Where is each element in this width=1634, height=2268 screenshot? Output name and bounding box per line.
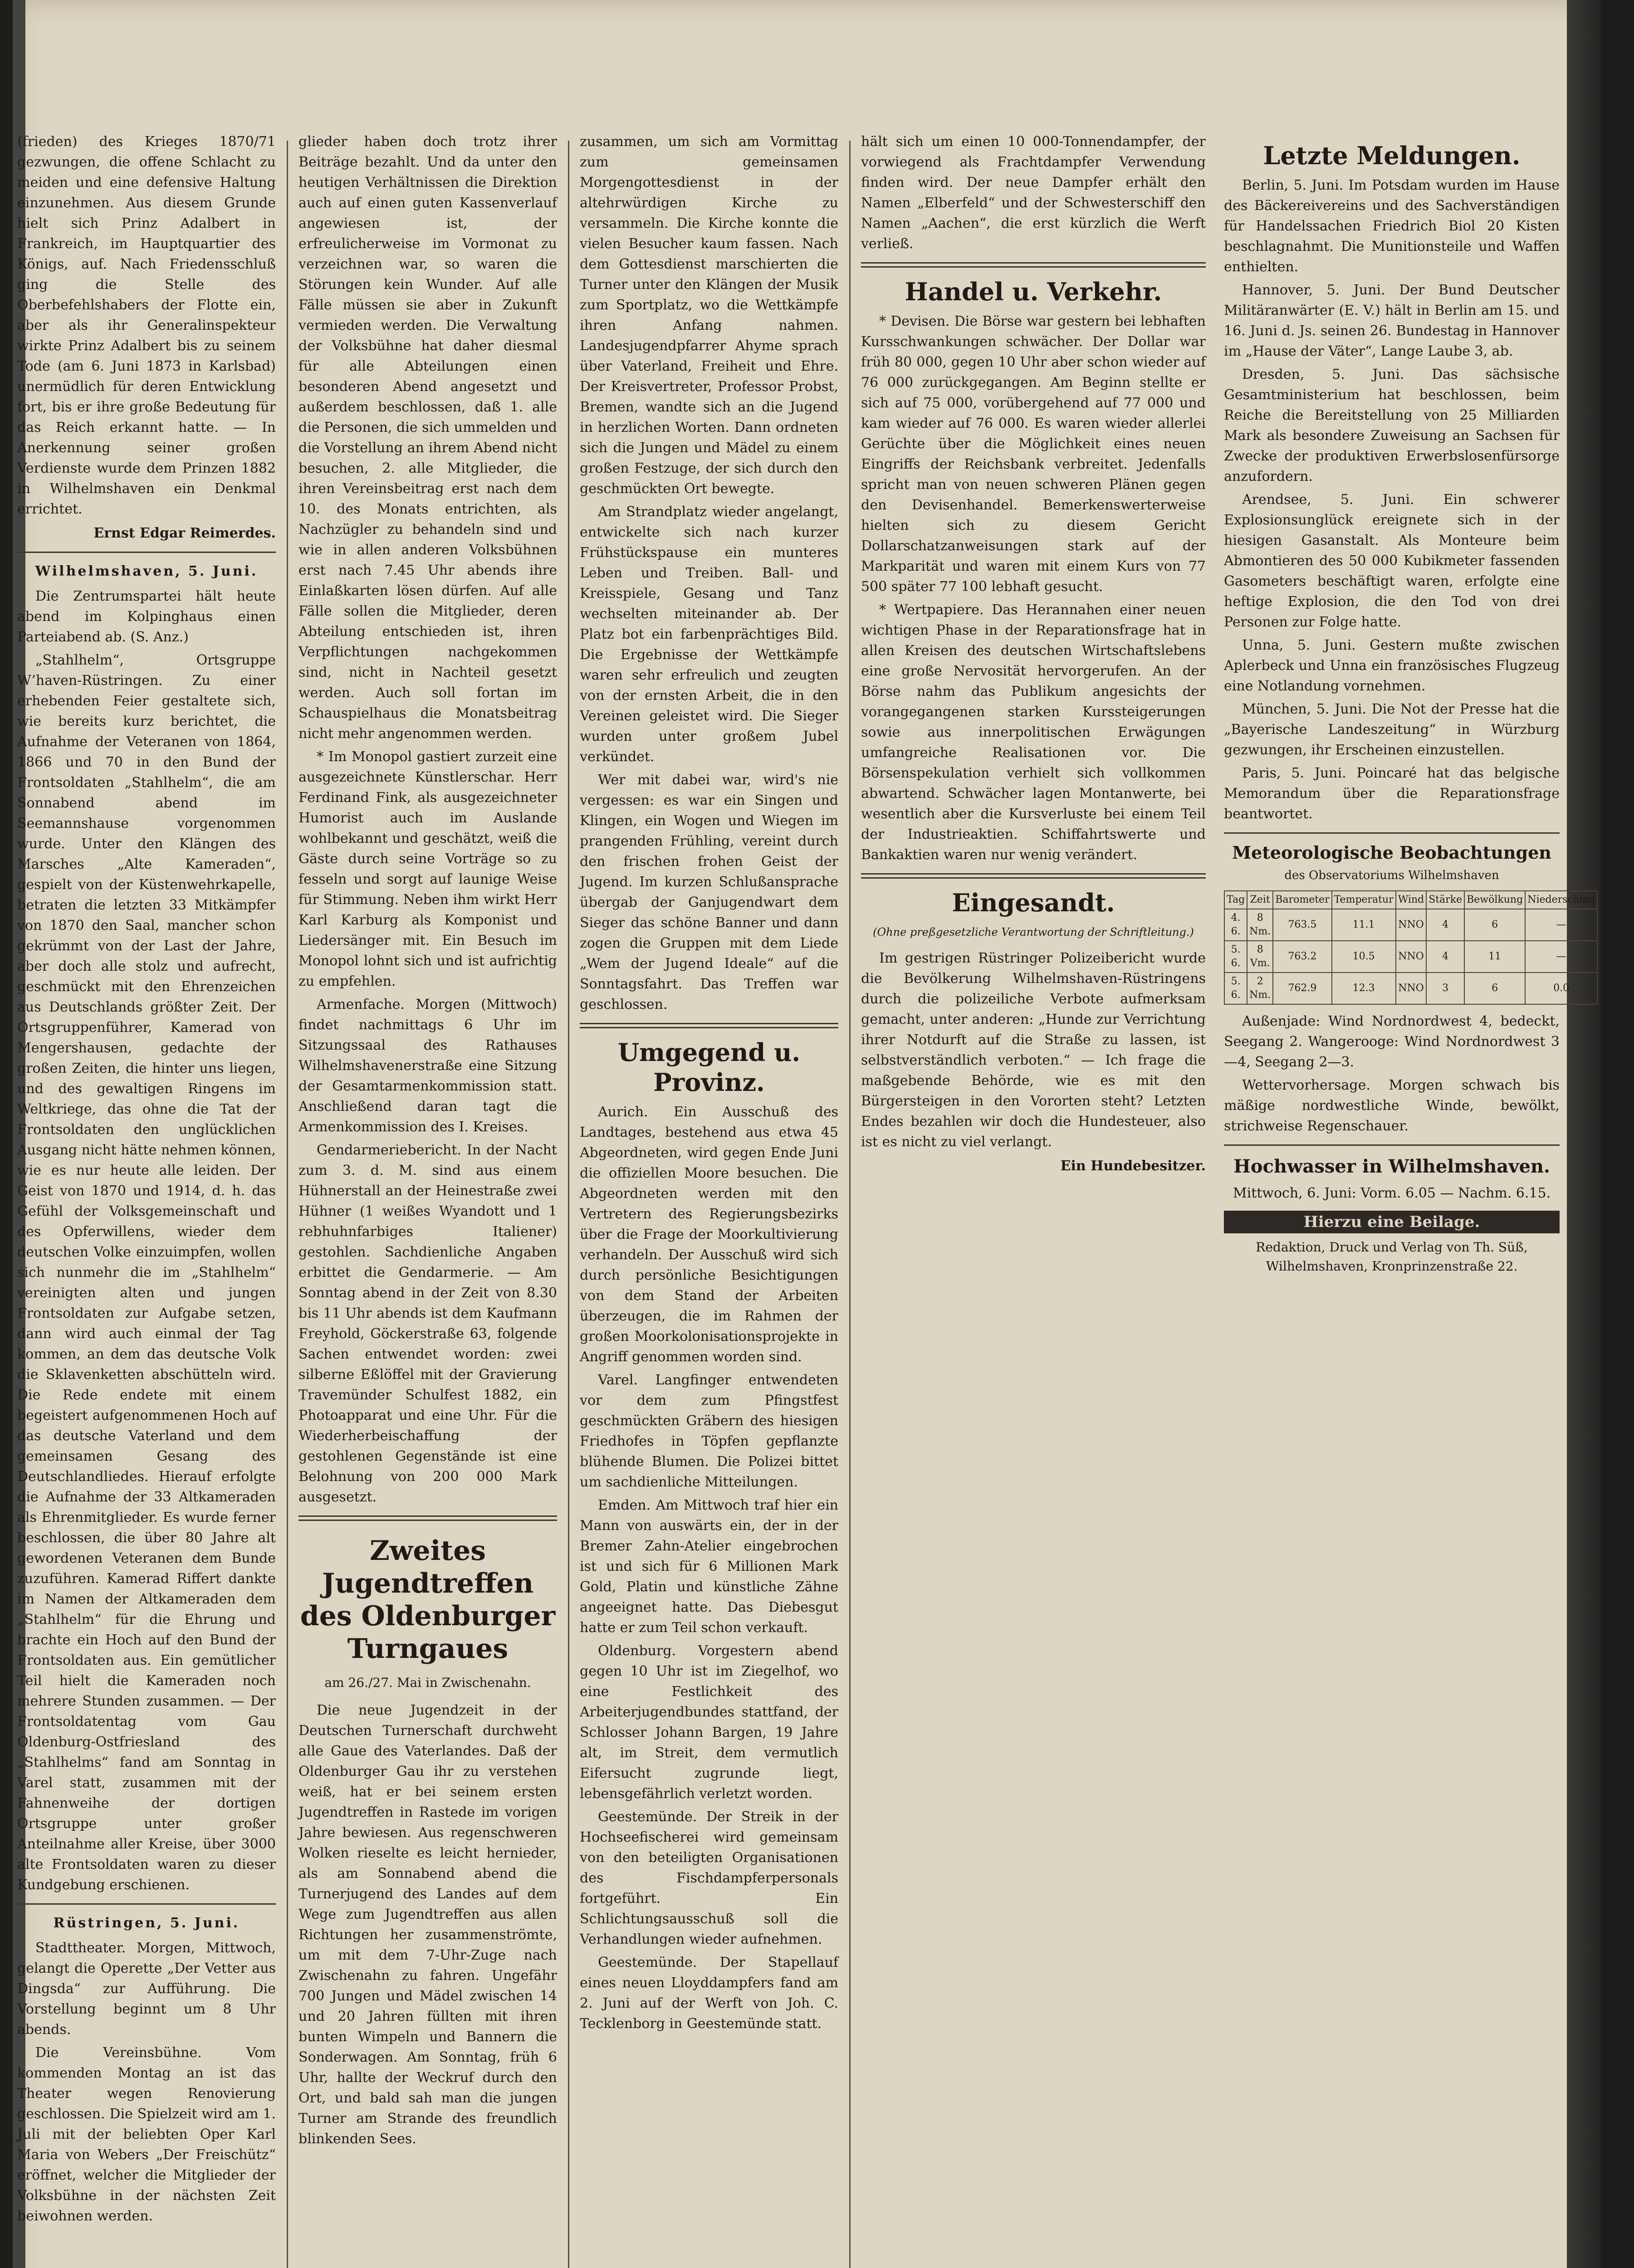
news-gendarmerie: Gendarmeriebericht. In der Nacht zum 3. d. M. sind aus einem Hühnerstall an der Heinestraße zwei Hühner (1 weißes Wyandott und 1 rebhuhnfarbiges Italiener) gestohlen. Sachdienliche Angaben erbittet die Gendarmerie. — Am Sonntag abend in der Zeit von 8.30 bis 11 Uhr abends ist dem Kaufmann Freyhold, Göckerstraße 63, folgende Sachen entwendet worden: zwei silberne Eßlöffel mit der Gravierung Travemünder Schulfest 1882, ein Photoapparat und eine Uhr. Für die Wiederherbeischaffung der gestohlenen Gegenstände ist eine Belohnung von 200 000 Mark ausgesetzt. — [298, 1142, 557, 1505]
news-berlin: Berlin, 5. Juni. Im Potsdam wurden im Hause des Bäckereivereins und des Sachverständigen für Handelssachen Friedrich Biol 20 Kisten beschlagnahmt. Die Munitionsteile und Waffen enthielten. — [1224, 177, 1560, 275]
news-volksbuehne-cont: glieder haben doch trotz ihrer Beiträge bezahlt. Und da unter den heutigen Verhältnissen die Direktion auch auf einen guten Kassenverlauf angewiesen ist, der erfreulicherweise im Vormonat zu verzeichnen war, so waren die Störungen kein Wunder. Auf alle Fälle müssen sie aber in Zukunft vermieden werden. Die Verwaltung der Volksbühne hat daher diesmal für alle Abteilungen einen besonderen Abend angesetzt und außerdem beschlossen, daß 1. alle die Personen, die sich ummelden und die Vorstellung an ihrem Abend nicht besuchen, 2. alle Mitglieder, die ihren Vereinsbeitrag erst nach dem 10. des Monats entrichten, als Nachzügler zu behandeln sind und wie in allen anderen Volksbühnen erst nach 7.45 Uhr abends ihre Einlaßkarten lösen dürfen. Auf alle Fälle sollen die Mitglieder, deren Abteilung entschieden ist, ihren Verpflichtungen nachgekommen sind, nicht in Nachteil gesetzt werden. Auch soll fortan im Schauspielhaus die Monatsbeitrag nicht mehr angenommen werden. — [298, 134, 557, 742]
letter-hunde: Im gestrigen Rüstringer Polizeibericht wurde die Bevölkerung Wilhelmshaven-Rüstringens durch die polizeiliche Verbote aufmerksam gemacht, unter anderen: „Hunde zur Verrichtung ihrer Notdurft auf die Straße zu lassen, ist selbstverständlich verboten.“ — Ich frage die maßgebende Behörde, wie es mit den Bürgersteigen in den Vororten steht? Letzten Endes bezahlen wir doch die Hundesteuer, also ist es nicht zu viel verlangt. — [861, 950, 1206, 1150]
subheadline-jugendtreffen: am 26./27. Mai in Zwischenahn. — [324, 1675, 531, 1690]
weather-row — [1224, 941, 1597, 973]
divider — [580, 1023, 838, 1028]
article-prinz-adalbert-end: (frieden) des Krieges 1870/71 gezwungen, die offene Schlacht zu meiden und eine defensive Haltung einzunehmen. Aus diesem Grunde hielt sich Prinz Adalbert in Frankreich, im Hauptquartier des Königs, auf. Nach Friedensschluß ging die Stelle des Oberbefehlshabers der Flotte ein, aber als ihr Generalinspekteur wirkte Prinz Adalbert bis zu seinem Tode (am 6. Juni 1873 in Karlsbad) unermüdlich für deren Entwicklung fort, bis er ihre große Bedeutung für das Reich erkannt hatte. — In Anerkennung seiner großen Verdienste wurde dem Prinzen 1882 in Wilhelmshaven ein Denkmal errichtet. — [17, 134, 276, 517]
weather-row — [1224, 909, 1597, 941]
news-zentrumspartei: Die Zentrumspartei hält heute abend im Kolpinghaus einen Parteiabend ab. (S. Anz.) — [17, 588, 276, 645]
divider — [17, 1903, 276, 1905]
headline-eingesandt: Eingesandt. — [952, 888, 1115, 917]
author-signature: Ernst Edgar Reimerdes. — [93, 525, 276, 541]
divider — [298, 1515, 557, 1521]
weather-header-cell: Bewölkung — [1464, 891, 1525, 909]
column-4-right-half — [1224, 132, 1595, 1276]
weather-table-body — [1224, 909, 1597, 1004]
news-dampfer: hält sich um einen 10 000-Tonnendampfer, der vorwiegend als Frachtdampfer Verwendung finden wird. Der neue Dampfer erhält den Namen „Elberfeld“ und der Schwesterschiff den Namen „Aachen“, die erst kürzlich die Werft verließ. — [861, 134, 1206, 252]
news-monopol: * Im Monopol gastiert zurzeit eine ausgezeichnete Künstlerschar. Herr Ferdinand Fink, als ausgezeichneter Humorist auch im Auslande wohlbekannt und geschätzt, weiß die Gäste durch seine Vorträge so zu fesseln und sorgt auf launige Weise für Stimmung. Neben ihm wirkt Herr Karl Karburg als Komponist und Liedersänger mit. Ein Besuch im Monopol lohnt sich und ist aufrichtig zu empfehlen. — [298, 749, 557, 989]
column-3 — [580, 132, 838, 2268]
letter-signature: Ein Hundebesitzer. — [1060, 1158, 1206, 1174]
news-stahlhelm: „Stahlhelm“, Ortsgruppe W’haven-Rüstringen. Zu einer erhebenden Feier gestaltete sich, wie bereits kurz berichtet, die Aufnahme der Veteranen von 1864, 1866 und 70 in den Bund der Frontsoldaten „Stahlhelm“, die am Sonnabend abend im Seemannshause vorgenommen wurde. Unter den Klängen des Marsches „Alte Kameraden“, gespielt von der Küstenwehrkapelle, betraten die letzten 33 Mitkämpfer von 1870 den Saal, mancher schon gekrümmt von der Last der Jahre, aber doch alle stolz und aufrecht, geschmückt mit den Ehrenzeichen aus Deutschlands größter Zeit. Der Ortsgruppenführer, Kamerad von Mengershausen, gedachte der großen Zeiten, die hinter uns liegen, und des gewaltigen Ringens im Weltkriege, das ohne die Tat der Frontsoldaten den unglücklichen Ausgang nicht hätte nehmen können, wie es nur heute alle leiden. Der Geist von 1870 und 1914, d. h. das Gefühl der Volksgemeinschaft und des Opferwillens, wieder dem deutschen Volke einzuimpfen, wollen sich nunmehr die im „Stahlhelm“ vereinigten alten und jungen Frontsoldaten zur Aufgabe setzen, dann wird auch einmal der Tag kommen, an dem das deutsche Volk die Sklavenketten abschütteln wird. Die Rede endete mit einem begeistert aufgenommenen Hoch auf das deutsche Vaterland und dem gemeinsamen Gesang des Deutschlandliedes. Hierauf erfolgte die Aufnahme der 33 Altkameraden als Ehrenmitglieder. Es wurde ferner beschlossen, die über 80 Jahre alt gewordenen Veteranen dem Bunde zuzuführen. Kamerad Riffert dankte im Namen der Altkameraden dem „Stahlhelm“ für die Ehrung und brachte ein Hoch auf den Bund der Frontsoldaten aus. Ein gemütlicher Teil hielt die Kameraden noch mehrere Stunden zusammen. — Der Frontsoldatentag vom Gau Oldenburg-Ostfriesland des „Stahlhelms“ fand am Sonntag in Varel statt, zusammen mit der Fahnenweihe der dortigen Ortsgruppe unter großer Anteilnahme aller Kreise, über 3000 alte Frontsoldaten waren zu dieser Kundgebung erschienen. — [17, 652, 276, 1893]
weather-cell: 4 — [1426, 941, 1464, 973]
news-wertpapiere: * Wertpapiere. Das Herannahen einer neuen wichtigen Phase in der Reparationsfrage hat in allen Kreisen des deutschen Wirtschaftslebens eine große Nervosität hervorgerufen. An der Börse nahm das Publikum angesichts der vorangegangenen starken Kurssteigerungen sowie aus innerpolitischen Erwägungen umfangreiche Realisationen vor. Die Börsenspekulation verhielt sich vollkommen abwartend. Schwächer lagen Montanwerte, bei wesentlich aber die Kursverluste bei einem Teil der Industrieaktien. Schiffahrtswerte und Bankaktien waren nur wenig verändert. — [861, 602, 1206, 863]
news-paris: Paris, 5. Juni. Poincaré hat das belgische Memorandum über die Reparationsfrage beantwortet. — [1224, 765, 1560, 822]
news-arendsee: Arendsee, 5. Juni. Ein schwerer Explosionsunglück ereignete sich in der hiesigen Gasanstalt. Als Monteure beim Abmontieren des 50 000 Kubikmeter fassenden Gasometers beschäftigt waren, erfolgte eine heftige Explosion, die den Tod von drei Personen zur Folge hatte. — [1224, 492, 1560, 630]
divider — [1224, 832, 1560, 834]
news-armensache: Armenfache. Morgen (Mittwoch) findet nachmittags 6 Uhr im Sitzungssaal des Rathauses Wilhelmshavenerstraße eine Sitzung der Gesamtarmenkommission statt. Anschließend daran tagt die Armenkommission des I. Kreises. — [298, 997, 557, 1135]
column-rule — [849, 141, 851, 2268]
news-hannover: Hannover, 5. Juni. Der Bund Deutscher Militäranwärter (E. V.) hält in Berlin am 15. und 16. Juni d. Js. seinen 26. Bundestag in Hannover im „Hause der Väter“, Lange Laube 3, ab. — [1224, 282, 1560, 359]
weather-cell: 763.5 — [1273, 909, 1331, 941]
weather-cell: 10.5 — [1332, 941, 1396, 973]
news-muenchen: München, 5. Juni. Die Not der Presse hat die „Bayerische Landeszeitung“ in Würzburg gezwungen, ihr Erscheinen einzustellen. — [1224, 701, 1560, 758]
article-jugendtreffen-cont2: Am Strandplatz wieder angelangt, entwickelte sich nach kurzer Frühstückspause ein munteres Leben und Treiben. Ball- und Kreisspiele, Gesang und Tanz wechselten miteinander ab. Der Platz bot ein farbenprächtiges Bild. Die Ergebnisse der Wettkämpfe waren sehr erfreulich und zeugten von der ernsten Arbeit, die in den Vereinen geleistet wird. Die Sieger wurden unter großem Jubel verkündet. — [580, 504, 838, 765]
newspaper-page — [13, 0, 1600, 2268]
imprint: Redaktion, Druck und Verlag von Th. Süß, Wilhelmshaven, Kronprinzenstraße 22. — [1256, 1240, 1528, 1274]
news-devisen: * Devisen. Die Börse war gestern bei lebhaften Kursschwankungen schwächer. Der Dollar war früh 80 000, gegen 10 Uhr aber schon wieder auf 76 000 zurückgegangen. Am Beginn stellte er sich auf 75 000, vorübergehend auf 77 000 und kam wieder auf 76 000. Es waren wieder allerlei Gerüchte über die Möglichkeit eines neuen Eingriffs der Reichsbank verbreitet. Jedenfalls spricht man von neuen schweren Plänen gegen den Devisenhandel. Bemerkenswerterweise hielten sich zu diesem Gericht Dollarschatzanweisungen stark auf der Markparität und waren mit einem Kurs von 77 500 später 77 100 lebhaft gesucht. — [861, 313, 1206, 595]
weather-header-cell: Barometer — [1273, 891, 1331, 909]
news-geestemuende-stapellauf: Geestemünde. Der Stapellauf eines neuen Lloyddampfers fand am 2. Juni auf der Werft von Joh. C. Tecklenborg in Geestemünde statt. — [580, 1955, 838, 2032]
news-aurich: Aurich. Ein Ausschuß des Landtages, bestehend aus etwa 45 Abgeordneten, wird gegen Ende Juni die offiziellen Moore besuchen. Die Abgeordneten werden mit den Vertretern des Regierungsbezirks über die Frage der Moorkultivierung verhandeln. Der Ausschuß wird sich durch persönliche Besichtigungen von dem Stand der Arbeiten überzeugen, die im Rahmen der großen Moorkolonisationsprojekte in Angriff genommen worden sind. — [580, 1104, 838, 1365]
news-oldenburg: Oldenburg. Vorgestern abend gegen 10 Uhr ist im Ziegelhof, wo eine Festlichkeit des Arbeiterjugendbundes stattfand, der Schlosser Johann Bargen, 19 Jahre alt, im Streit, dem vermutlich Eifersucht zugrunde liegt, lebensgefährlich verletzt worden. — [580, 1643, 838, 1802]
weather-cell: — — [1525, 909, 1597, 941]
news-dresden: Dresden, 5. Juni. Das sächsische Gesamtministerium hat beschlossen, beim Reiche die Bereitstellung von 25 Milliarden Mark als besondere Zuweisung an Sachsen für Zwecke der produktiven Erwerbslosenfürsorge anzufordern. — [1224, 367, 1560, 484]
article-jugendtreffen: Die neue Jugendzeit in der Deutschen Turnerschaft durchweht alle Gaue des Vaterlandes. Daß der Oldenburger Gau ihr zu verstehen weiß, hat er bei seinem ersten Jugendtreffen in Rastede im vorigen Jahre bewiesen. Aus regenschweren Wolken rieselte es leicht hernieder, als am Sonnabend abend die Turnerjugend des Landes auf dem Wege zum Jugendtreffen aus allen Richtungen her zusammenströmte, um mit dem 7-Uhr-Zuge nach Zwischenahn zu fahren. Ungefähr 700 Jungen und Mädel zwischen 14 und 20 Jahren füllten mit ihren bunten Wimpeln und Bannern die Sonderwagen. Am Sonntag, früh 6 Uhr, hallte der Weckruf durch den Ort, und bald sah man die jungen Turner am Strande des freundlich blinkenden Sees. — [298, 1702, 557, 2147]
weather-cell: NNO — [1396, 909, 1427, 941]
weather-cell: 8 Nm. — [1247, 909, 1273, 941]
weather-cell: 5. 6. — [1224, 973, 1247, 1004]
dateline-wilhelmshaven: Wilhelmshaven, 5. Juni. — [35, 563, 258, 579]
weather-header-cell: Wind — [1396, 891, 1427, 909]
news-emden: Emden. Am Mittwoch traf hier ein Mann von auswärts ein, der in der Bremer Zahn-Atelier eingebrochen ist und sich für 6 Millionen Mark Gold, Platin und künstliche Zähne angeeignet hatte. Das Diebesgut hatte er zum Teil schon verkauft. — [580, 1497, 838, 1636]
weather-cell: 11 — [1464, 941, 1525, 973]
news-unna: Unna, 5. Juni. Gestern mußte zwischen Aplerbeck und Unna ein französisches Flugzeug eine Notlandung vornehmen. — [1224, 637, 1560, 694]
weather-title: Meteorologische Beobachtungen — [1232, 842, 1551, 863]
weather-cell: 2 Nm. — [1247, 973, 1273, 1004]
column-2 — [298, 132, 557, 2268]
column-4-left-half — [861, 132, 1206, 1184]
news-volksbuehne: Die Vereinsbühne. Vom kommenden Montag an ist das Theater wegen Renovierung geschlossen. Die Spielzeit wird am 1. Juli mit der beliebten Oper Karl Maria von Webers „Der Freischütz“ eröffnet, welcher die Mitglieder der Volksbühne in der nächsten Zeit beiwohnen werden. — [17, 2045, 276, 2224]
news-varel: Varel. Langfinger entwendeten vor dem zum Pfingstfest geschmückten Gräbern des hiesigen Friedhofes in Töpfen gepflanzte blühende Blumen. Die Polizei bittet um sachdienliche Mitteilungen. — [580, 1372, 838, 1490]
weather-subtitle: des Observatoriums Wilhelmshaven — [1284, 869, 1499, 882]
headline-jugendtreffen: Zweites Jugendtreffen des Oldenburger Turngaues — [300, 1535, 556, 1665]
weather-cell: 4. 6. — [1224, 909, 1247, 941]
article-jugendtreffen-cont3: Wer mit dabei war, wird's nie vergessen: es war ein Singen und Klingen, ein Wogen und Wiegen im prangenden Frühling, vereint durch den frischen frohen Geist der Jugend. Im kurzen Schlußansprache übergab der Ganjugendwart dem Sieger das schöne Banner und dann zogen die Gruppen mit dem Liede „Wem der Jugend Ideale“ auf die Sonntagsfahrt. Das Treffen war geschlossen. — [580, 772, 838, 1012]
weather-table-header — [1224, 891, 1597, 909]
weather-cell: NNO — [1396, 973, 1427, 1004]
weather-cell: 3 — [1426, 973, 1464, 1004]
column-1 — [17, 132, 276, 2268]
weather-table — [1224, 890, 1598, 1005]
supplement-notice: Hierzu eine Beilage. — [1224, 1211, 1560, 1233]
weather-header-cell: Tag — [1224, 891, 1247, 909]
column-rule — [568, 141, 569, 2268]
weather-cell: 8 Vm. — [1247, 941, 1273, 973]
weather-row — [1224, 973, 1597, 1004]
weather-cell: 11.1 — [1332, 909, 1396, 941]
headline-letzte-meldungen: Letzte Meldungen. — [1263, 141, 1521, 170]
weather-cell: 763.2 — [1273, 941, 1331, 973]
headline-handel: Handel u. Verkehr. — [905, 277, 1162, 306]
weather-header-cell: Stärke — [1426, 891, 1464, 909]
article-jugendtreffen-cont: zusammen, um sich am Vormittag zum gemeinsamen Morgengottesdienst in der altehrwürdigen Kirche zu versammeln. Die Kirche konnte die vielen Besucher kaum fassen. Nach dem Gottesdienst marschierten die Turner unter den Klängen der Musik zum Sportplatz, wo die Wettkämpfe ihren Anfang nahmen. Landesjugendpfarrer Ahyme sprach über Vaterland, Freiheit und Ehre. Der Kreisvertreter, Professor Probst, Bremen, wandte sich an die Jugend in herzlichen Worten. Dann ordneten sich die Jungen und Mädel zu einem großen Festzuge, der sich durch den geschmückten Ort bewegte. — [580, 134, 838, 497]
weather-cell: 4 — [1426, 909, 1464, 941]
weather-cell: 12.3 — [1332, 973, 1396, 1004]
eingesandt-disclaimer: (Ohne preßgesetzliche Verantwortung der Schriftleitung.) — [873, 926, 1194, 938]
divider — [1224, 1144, 1560, 1146]
headline-umgegend: Umgegend u. Provinz. — [617, 1038, 801, 1097]
weather-forecast: Wettervorhersage. Morgen schwach bis mäßige nordwestliche Winde, bewölkt, strichweise Regenschauer. — [1224, 1077, 1560, 1134]
weather-jade: Außenjade: Wind Nordnordwest 4, bedeckt, Seegang 2. Wangerooge: Wind Nordnordwest 3—4, Seegang 2—3. — [1224, 1013, 1560, 1070]
weather-header-cell: Temperatur — [1332, 891, 1396, 909]
weather-cell: NNO — [1396, 941, 1427, 973]
divider — [17, 552, 276, 553]
weather-cell: 6 — [1464, 909, 1525, 941]
tide-times: Mittwoch, 6. Juni: Vorm. 6.05 — Nachm. 6.15. — [1233, 1185, 1551, 1201]
weather-cell: 6 — [1464, 973, 1525, 1004]
weather-cell: 0.0 — [1525, 973, 1597, 1004]
column-rule — [287, 141, 288, 2268]
headline-hochwasser: Hochwasser in Wilhelmshaven. — [1233, 1156, 1550, 1177]
page-edge — [1567, 0, 1600, 2268]
divider — [861, 873, 1206, 879]
news-geestemuende-streik: Geestemünde. Der Streik in der Hochseefischerei wird gemeinsam von den beteiligten Organisationen des Fischdampferpersonals fortgeführt. Ein Schlichtungsausschuß soll die Verhandlungen wieder aufnehmen. — [580, 1809, 838, 1947]
weather-cell: 762.9 — [1273, 973, 1331, 1004]
weather-cell: 5. 6. — [1224, 941, 1247, 973]
dateline-ruestringen: Rüstringen, 5. Juni. — [53, 1915, 240, 1931]
weather-cell: — — [1525, 941, 1597, 973]
news-stadttheater: Stadttheater. Morgen, Mittwoch, gelangt die Operette „Der Vetter aus Dingsda“ zur Aufführung. Die Vorstellung beginnt um 8 Uhr abends. — [17, 1940, 276, 2038]
column-4 — [861, 132, 1595, 2268]
weather-header-cell: Zeit — [1247, 891, 1273, 909]
weather-header-cell: Niederschlag — [1525, 891, 1597, 909]
divider — [861, 262, 1206, 268]
